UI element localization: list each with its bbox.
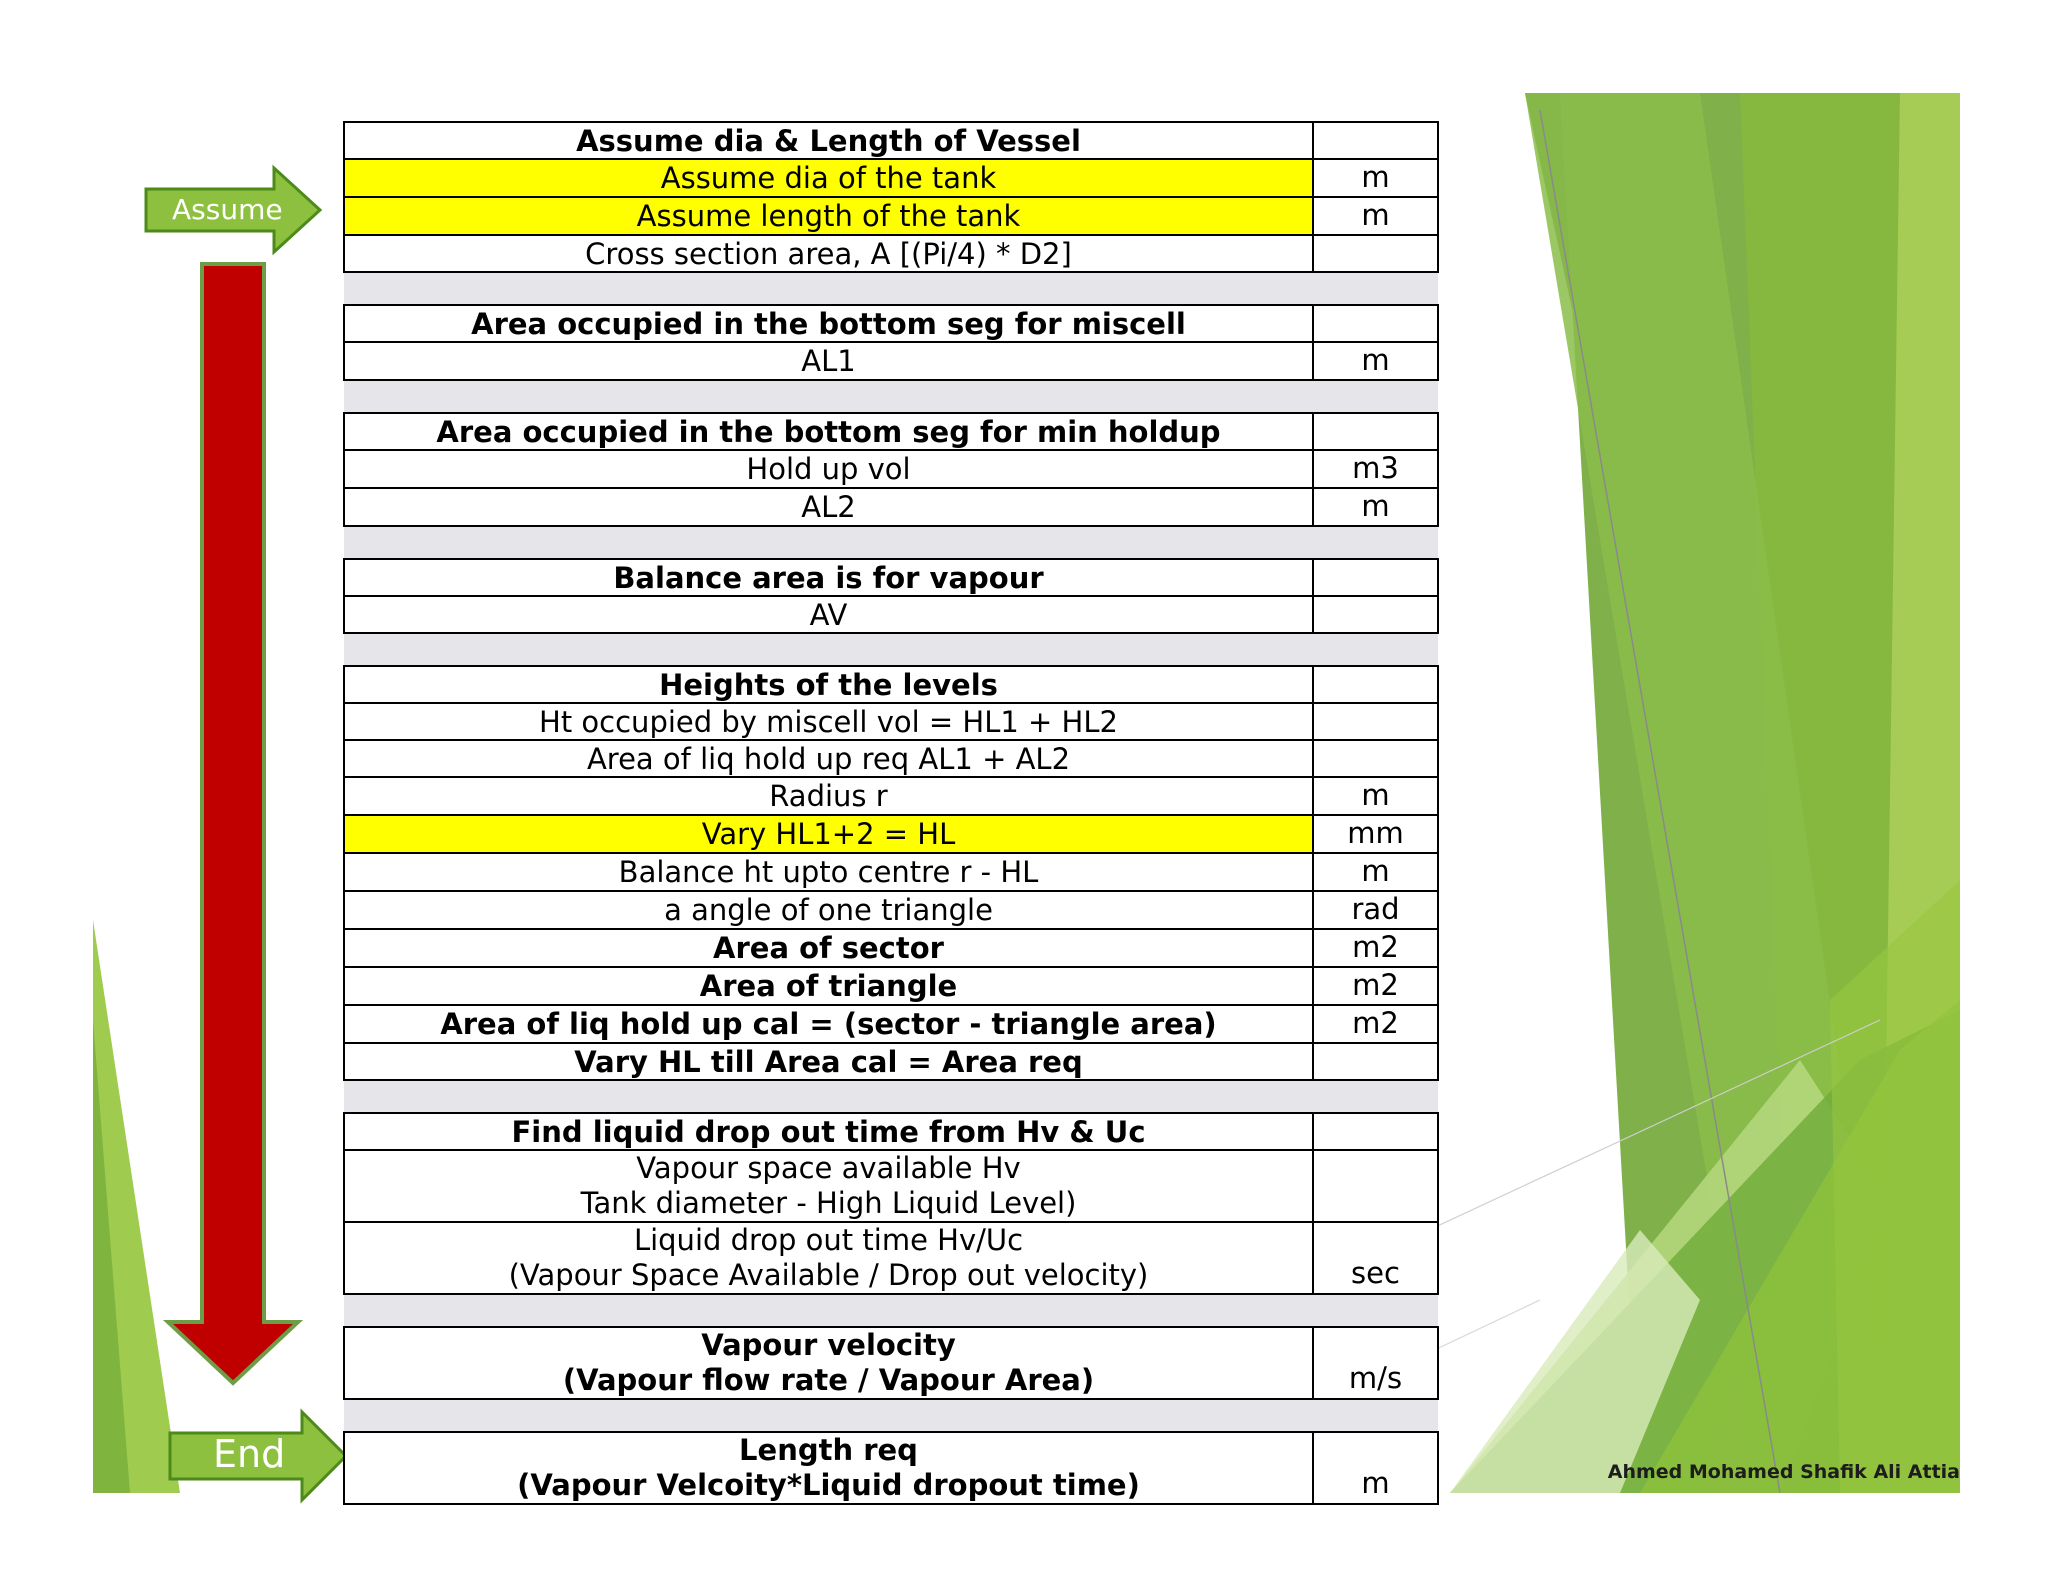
row-unit [1313, 703, 1438, 740]
row-unit [1313, 740, 1438, 777]
row-unit: m [1313, 197, 1438, 235]
table-row [344, 342, 1438, 380]
table-row [344, 1222, 1438, 1294]
row-label: Liquid drop out time Hv/Uc (Vapour Space Available / Drop out velocity) [344, 1222, 1313, 1294]
section-spacer [344, 633, 1438, 666]
section-header-row [344, 559, 1438, 596]
row-label: Length req (Vapour Velcoity*Liquid dropout time) [344, 1432, 1313, 1504]
row-unit: m [1313, 342, 1438, 380]
row-label: Ht occupied by miscell vol = HL1 + HL2 [344, 703, 1313, 740]
calculation-table-body [344, 122, 1438, 1504]
table-row [344, 740, 1438, 777]
row-unit: m [1313, 1432, 1438, 1504]
assume-arrow-label: Assume [172, 193, 283, 226]
table-row [344, 853, 1438, 891]
row-label: Area of triangle [344, 967, 1313, 1005]
table-row [344, 1150, 1438, 1222]
section-header-row [344, 122, 1438, 159]
calculation-table [343, 121, 1439, 1505]
section-spacer [344, 526, 1438, 559]
row-label: Area of sector [344, 929, 1313, 967]
row-label: Area of liq hold up cal = (sector - triangle area) [344, 1005, 1313, 1043]
table-row [344, 488, 1438, 526]
row-unit [1313, 305, 1438, 342]
table-row [344, 1005, 1438, 1043]
table-row [344, 197, 1438, 235]
table-row [344, 159, 1438, 197]
row-label: Heights of the levels [344, 666, 1313, 703]
table-row [344, 1432, 1438, 1504]
row-label: a angle of one triangle [344, 891, 1313, 929]
row-label: Vary HL till Area cal = Area req [344, 1043, 1313, 1080]
row-label: Vapour space available Hv Tank diameter - High Liquid Level) [344, 1150, 1313, 1222]
section-header-row [344, 305, 1438, 342]
row-label: Hold up vol [344, 450, 1313, 488]
row-label: Cross section area, A [(Pi/4) * D2] [344, 235, 1313, 272]
spacer-cell [344, 1294, 1438, 1327]
row-unit: m [1313, 777, 1438, 815]
section-spacer [344, 380, 1438, 413]
spacer-cell [344, 1080, 1438, 1113]
row-unit [1313, 1043, 1438, 1080]
table-row [344, 450, 1438, 488]
process-flow-arrow [168, 264, 298, 1383]
row-unit [1313, 1113, 1438, 1150]
row-unit [1313, 122, 1438, 159]
spacer-cell [344, 380, 1438, 413]
row-unit [1313, 666, 1438, 703]
table-row [344, 1327, 1438, 1399]
row-unit [1313, 596, 1438, 633]
author-credit: Ahmed Mohamed Shafik Ali Attia [1607, 1461, 1960, 1483]
section-spacer [344, 1399, 1438, 1432]
table-row [344, 1043, 1438, 1080]
table-row [344, 967, 1438, 1005]
table-row [344, 235, 1438, 272]
row-unit [1313, 413, 1438, 450]
row-unit: m3 [1313, 450, 1438, 488]
table-row [344, 815, 1438, 853]
table-row [344, 596, 1438, 633]
row-unit: rad [1313, 891, 1438, 929]
table-row [344, 929, 1438, 967]
row-label: Area of liq hold up req AL1 + AL2 [344, 740, 1313, 777]
row-unit: sec [1313, 1222, 1438, 1294]
spacer-cell [344, 526, 1438, 559]
row-unit: m/s [1313, 1327, 1438, 1399]
table-row [344, 777, 1438, 815]
row-label: Assume length of the tank [344, 197, 1313, 235]
end-arrow-label: End [213, 1432, 286, 1476]
row-unit: m [1313, 159, 1438, 197]
row-label: Balance area is for vapour [344, 559, 1313, 596]
table-row [344, 703, 1438, 740]
left-green-sliver [93, 920, 180, 1493]
row-label: AV [344, 596, 1313, 633]
row-label: AL1 [344, 342, 1313, 380]
section-spacer [344, 1294, 1438, 1327]
section-header-row [344, 666, 1438, 703]
row-label: Radius r [344, 777, 1313, 815]
row-unit: m [1313, 853, 1438, 891]
row-label: Assume dia & Length of Vessel [344, 122, 1313, 159]
row-label: Area occupied in the bottom seg for miscell [344, 305, 1313, 342]
row-unit: m2 [1313, 1005, 1438, 1043]
row-label: Vapour velocity (Vapour flow rate / Vapour Area) [344, 1327, 1313, 1399]
section-header-row [344, 1113, 1438, 1150]
spacer-cell [344, 633, 1438, 666]
row-unit: m2 [1313, 929, 1438, 967]
section-header-row [344, 413, 1438, 450]
section-spacer [344, 1080, 1438, 1113]
row-label: Area occupied in the bottom seg for min holdup [344, 413, 1313, 450]
row-unit: mm [1313, 815, 1438, 853]
row-unit [1313, 1150, 1438, 1222]
row-unit [1313, 235, 1438, 272]
spacer-cell [344, 272, 1438, 305]
row-label: Find liquid drop out time from Hv & Uc [344, 1113, 1313, 1150]
row-unit: m [1313, 488, 1438, 526]
row-label: Balance ht upto centre r - HL [344, 853, 1313, 891]
row-unit: m2 [1313, 967, 1438, 1005]
section-spacer [344, 272, 1438, 305]
row-label: AL2 [344, 488, 1313, 526]
row-label: Vary HL1+2 = HL [344, 815, 1313, 853]
row-label: Assume dia of the tank [344, 159, 1313, 197]
spacer-cell [344, 1399, 1438, 1432]
table-row [344, 891, 1438, 929]
row-unit [1313, 559, 1438, 596]
